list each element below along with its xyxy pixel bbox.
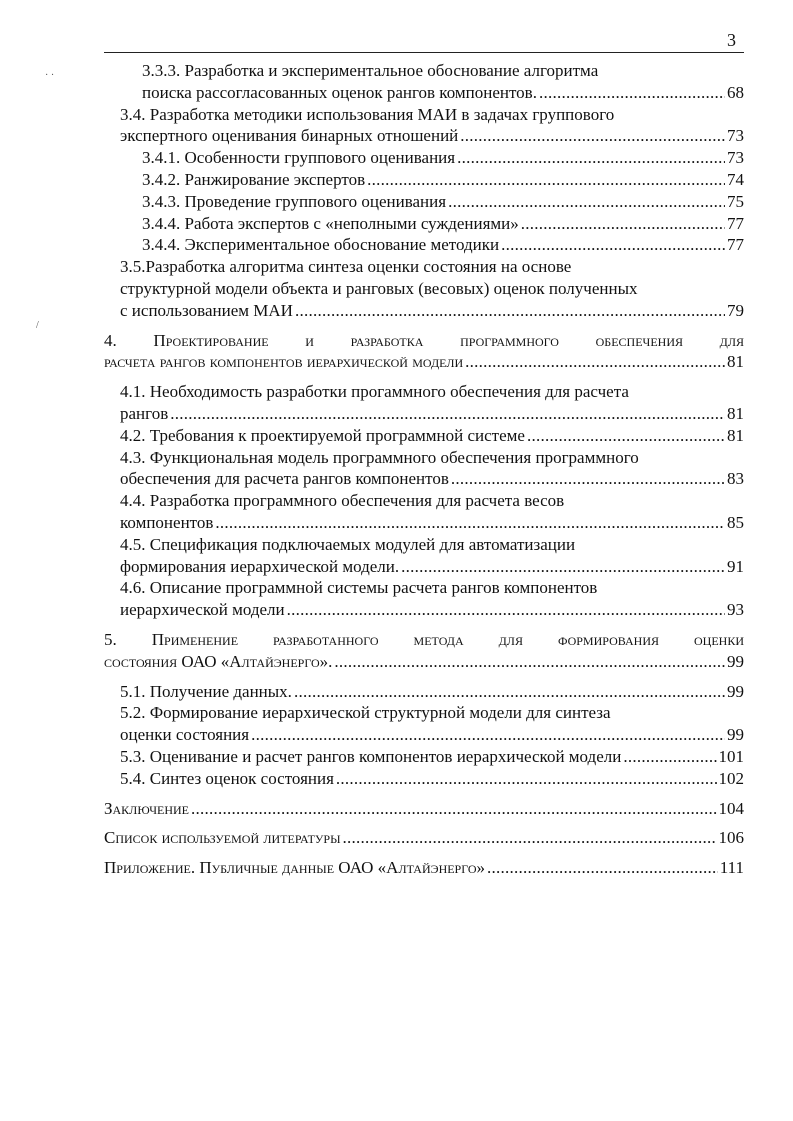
toc-entry-4-3	[104, 447, 744, 491]
dot-leader	[521, 213, 725, 235]
toc-page-number: 99	[727, 725, 744, 745]
dot-leader	[451, 468, 725, 490]
toc-entry-text: 4.4. Разработка программного обеспечения для расчета весов	[120, 491, 565, 511]
toc-entry-text: 3.5.Разработка алгоритма синтеза оценки состояния на основе	[120, 257, 572, 277]
toc-page-number: 83	[727, 469, 744, 489]
toc-page-number: 75	[727, 191, 744, 211]
toc-chapter-text: 4. Проектирование и разработка программного обеспечения для	[104, 330, 744, 350]
toc-entry-3-3-3	[104, 60, 744, 104]
toc-page-number: 104	[718, 798, 744, 818]
toc-entry-text: 4.1. Необходимость разработки прогаммного обеспечения для расчета	[120, 382, 629, 402]
toc-entry-3-4-1	[104, 147, 744, 169]
toc-entry-3-4	[104, 104, 744, 148]
dot-leader	[487, 857, 718, 879]
toc-entry-text: 3.4.1. Особенности группового оценивания	[142, 148, 456, 168]
toc-page-number: 102	[718, 768, 744, 788]
toc-entry-3-4-4-incomplete	[104, 213, 744, 235]
dot-leader	[170, 403, 725, 425]
dot-leader	[287, 599, 725, 621]
page-number: 3	[727, 30, 736, 50]
toc-page-number: 99	[727, 681, 744, 701]
toc-entry-text: рангов	[120, 403, 169, 423]
dot-leader	[294, 681, 725, 703]
toc-entry-5-4	[104, 768, 744, 790]
toc-page-number: 68	[727, 82, 744, 102]
scan-speck: · ·	[45, 70, 55, 81]
toc-chapter-text: Приложение. Публичные данные ОАО «Алтайэнерго»	[104, 858, 486, 878]
toc-page-number: 77	[727, 213, 744, 233]
dot-leader	[465, 351, 725, 373]
toc-page-number: 106	[718, 828, 744, 848]
dot-leader	[215, 512, 725, 534]
toc-entry-text: иерархической модели	[120, 600, 285, 620]
toc-entry-5-1	[104, 681, 744, 703]
header-rule	[104, 52, 744, 53]
dot-leader	[527, 425, 725, 447]
dot-leader	[191, 798, 717, 820]
dot-leader	[460, 125, 725, 147]
toc-entry-text: с использованием МАИ	[120, 300, 293, 320]
dot-leader	[367, 169, 725, 191]
toc-entry-text: 5.1. Получение данных.	[120, 681, 292, 701]
toc-entry-text: компонентов	[120, 512, 214, 532]
toc-entry-4-6	[104, 577, 744, 621]
toc-entry-text: 4.6. Описание программной системы расчета рангов компонентов	[120, 578, 598, 598]
toc-page-number: 74	[727, 169, 744, 189]
toc-page-number: 111	[719, 858, 744, 878]
toc-entry-text: 5.2. Формирование иерархической структурной модели для синтеза	[120, 703, 611, 723]
toc-page-number: 101	[718, 746, 744, 766]
toc-entry-3-4-2	[104, 169, 744, 191]
toc-page-number: 93	[727, 600, 744, 620]
dot-leader	[251, 724, 725, 746]
toc-chapter-text: состояния ОАО «Алтайэнерго».	[104, 651, 333, 671]
toc-chapter-text: расчета рангов компонентов иерархической модели	[104, 352, 464, 372]
toc-entry-4-5	[104, 534, 744, 578]
toc-entry-text: оценки состояния	[120, 725, 250, 745]
toc-entry-text: 3.4.4. Экспериментальное обоснование методики	[142, 235, 500, 255]
scan-speck: /	[36, 320, 39, 331]
toc-entry-4-2	[104, 425, 744, 447]
toc-entry-3-5	[104, 256, 744, 321]
toc-entry-4-4	[104, 490, 744, 534]
table-of-contents	[104, 60, 744, 879]
toc-page-number: 77	[727, 235, 744, 255]
dot-leader	[457, 147, 725, 169]
toc-entry-5-3	[104, 746, 744, 768]
toc-page-number: 99	[727, 651, 744, 671]
toc-entry-text: 3.4.3. Проведение группового оценивания	[142, 191, 447, 211]
toc-entry-4-1	[104, 381, 744, 425]
toc-entry-text: 5.4. Синтез оценок состояния	[120, 768, 334, 788]
dot-leader	[448, 191, 725, 213]
dot-leader	[343, 827, 717, 849]
toc-page-number: 79	[727, 300, 744, 320]
toc-page-number: 81	[727, 352, 744, 372]
toc-entry-text: 3.4. Разработка методики использования МАИ в задачах группового	[120, 104, 615, 124]
toc-entry-text: 5.3. Оценивание и расчет рангов компонентов иерархической модели	[120, 746, 622, 766]
dot-leader	[334, 651, 725, 673]
toc-entry-3-4-3	[104, 191, 744, 213]
dot-leader	[623, 746, 716, 768]
toc-entry-text: структурной модели объекта и ранговых (весовых) оценок полученных	[120, 278, 638, 298]
toc-entry-text: формирования иерархической модели.	[120, 556, 400, 576]
toc-chapter-4	[104, 330, 744, 374]
toc-entry-text: экспертного оценивания бинарных отношений	[120, 126, 459, 146]
toc-page-number: 81	[727, 425, 744, 445]
toc-references	[104, 827, 744, 849]
toc-entry-5-2	[104, 702, 744, 746]
dot-leader	[539, 82, 725, 104]
dot-leader	[401, 556, 725, 578]
toc-entry-text: 4.2. Требования к проектируемой программной системе	[120, 425, 525, 445]
dot-leader	[336, 768, 717, 790]
toc-entry-text: поиска рассогласованных оценок рангов компонентов.	[142, 82, 537, 102]
toc-page-number: 85	[727, 512, 744, 532]
toc-chapter-text: Заключение	[104, 798, 189, 818]
toc-chapter-text: Список используемой литературы	[104, 828, 341, 848]
toc-chapter-5	[104, 629, 744, 673]
toc-entry-text: 3.4.2. Ранжирование экспертов	[142, 169, 366, 189]
toc-conclusion	[104, 798, 744, 820]
dot-leader	[295, 300, 725, 322]
dot-leader	[501, 234, 725, 256]
toc-page-number: 81	[727, 403, 744, 423]
toc-entry-text: обеспечения для расчета рангов компонентов	[120, 469, 449, 489]
toc-page-number: 73	[727, 148, 744, 168]
toc-entry-3-4-4-experimental	[104, 234, 744, 256]
toc-entry-text: 3.4.4. Работа экспертов с «неполными суждениями»	[142, 213, 519, 233]
toc-page-number: 91	[727, 556, 744, 576]
toc-chapter-text: 5. Применение разработанного метода для формирования оценки	[104, 629, 744, 649]
toc-appendix	[104, 857, 744, 879]
toc-entry-text: 4.5. Спецификация подключаемых модулей для автоматизации	[120, 534, 576, 554]
toc-entry-text: 3.3.3. Разработка и экспериментальное обоснование алгоритма	[142, 61, 599, 80]
toc-page-number: 73	[727, 126, 744, 146]
toc-entry-text: 4.3. Функциональная модель программного обеспечения программного	[120, 447, 639, 467]
